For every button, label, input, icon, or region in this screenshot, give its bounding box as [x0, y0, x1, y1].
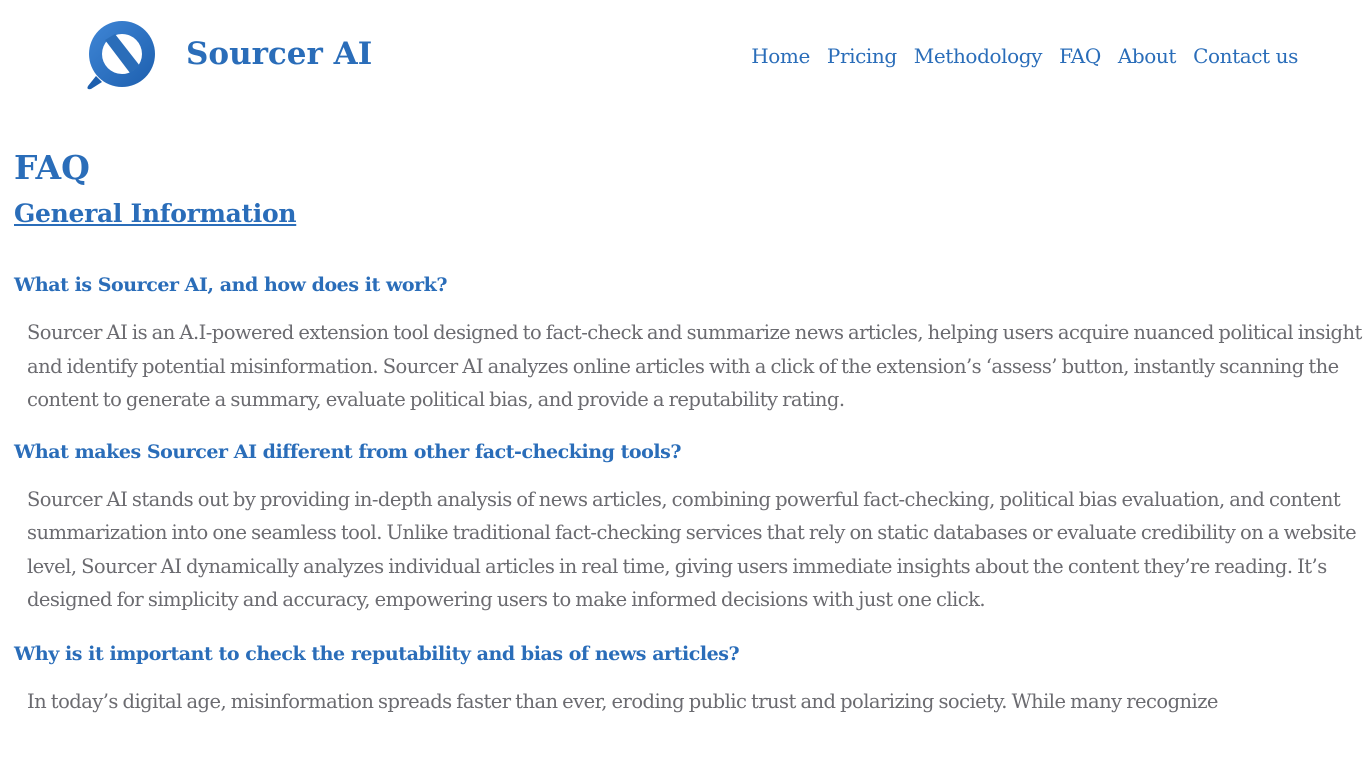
- faq-answer: In today’s digital age, misinformation spreads faster than ever, eroding public trust and polarizing society. While many recognize: [27, 689, 1218, 713]
- nav-about[interactable]: About: [1117, 44, 1177, 68]
- magnifier-slash-logo-icon[interactable]: [82, 18, 158, 94]
- faq-answer: Sourcer AI stands out by providing in-depth analysis of news articles, combining powerful fact-checking, political bias evaluation, and content summarization into one seamless tool. Unlike traditional fact-checking services that rely on static databases or evaluate credibility on a website level, Sourcer AI dynamically analyzes individual articles in real time, giving users immediate insights about the content they’re reading. It’s designed for simplicity and accuracy, empowering users to make informed decisions with just one click.: [27, 487, 1357, 611]
- faq-content: [14, 148, 1366, 718]
- faq-answer: Sourcer AI is an A.I-powered extension tool designed to fact-check and summarize news articles, helping users acquire nuanced political insight and identify potential misinformation. Sourcer AI analyzes online articles with a click of the extension’s ‘assess’ button, instantly scanning the content to generate a summary, evaluate political bias, and provide a reputability rating.: [27, 321, 1362, 411]
- page-title: FAQ: [14, 148, 90, 187]
- faq-question: What makes Sourcer AI different from other fact-checking tools?: [14, 440, 682, 463]
- brand-name[interactable]: Sourcer AI: [186, 36, 373, 72]
- nav-home[interactable]: Home: [751, 44, 810, 68]
- nav-pricing[interactable]: Pricing: [826, 44, 897, 68]
- faq-question: Why is it important to check the reputability and bias of news articles?: [14, 642, 740, 665]
- main-nav: [734, 44, 1298, 68]
- faq-question: What is Sourcer AI, and how does it work?: [14, 274, 448, 296]
- section-title: General Information: [14, 199, 297, 228]
- nav-faq[interactable]: FAQ: [1059, 44, 1101, 68]
- site-header: [0, 0, 1366, 116]
- nav-methodology[interactable]: Methodology: [913, 44, 1043, 68]
- nav-contact-us[interactable]: Contact us: [1193, 44, 1298, 68]
